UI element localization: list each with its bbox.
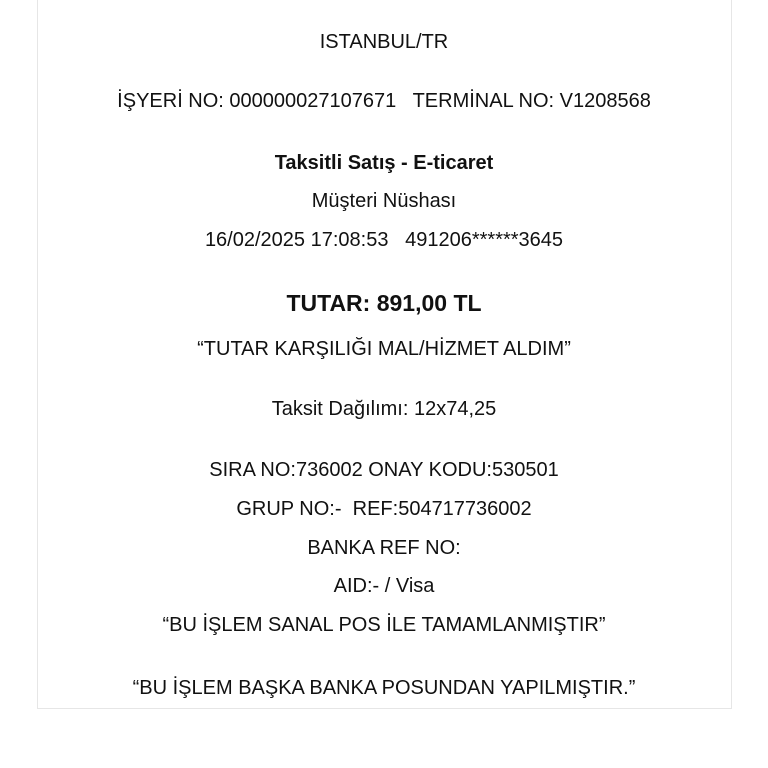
- installments: Taksit Dağılımı: 12x74,25: [271, 398, 497, 420]
- amount: TUTAR: 891,00 TL: [286, 290, 482, 316]
- bank-ref: BANKA REF NO:: [307, 537, 461, 559]
- acknowledgement: “TUTAR KARŞILIĞI MAL/HİZMET ALDIM”: [197, 338, 571, 360]
- aid: AID:- / Visa: [333, 575, 435, 597]
- transaction-type: Taksitli Satış - E-ticaret: [274, 152, 494, 174]
- virtual-pos-note: “BU İŞLEM SANAL POS İLE TAMAMLANMIŞTIR”: [162, 614, 606, 636]
- city: ISTANBUL/TR: [319, 31, 449, 53]
- merchant-terminal-numbers: İŞYERİ NO: 000000027107671 TERMİNAL NO: V1208568: [117, 90, 651, 112]
- datetime-card-number: 16/02/2025 17:08:53 491206******3645: [204, 229, 564, 251]
- sequence-approval: SIRA NO:736002 ONAY KODU:530501: [209, 459, 559, 481]
- group-ref: GRUP NO:- REF:504717736002: [236, 498, 532, 520]
- other-bank-note: “BU İŞLEM BAŞKA BANKA POSUNDAN YAPILMIŞTIR.”: [132, 677, 636, 699]
- copy-type: Müşteri Nüshası: [311, 190, 457, 212]
